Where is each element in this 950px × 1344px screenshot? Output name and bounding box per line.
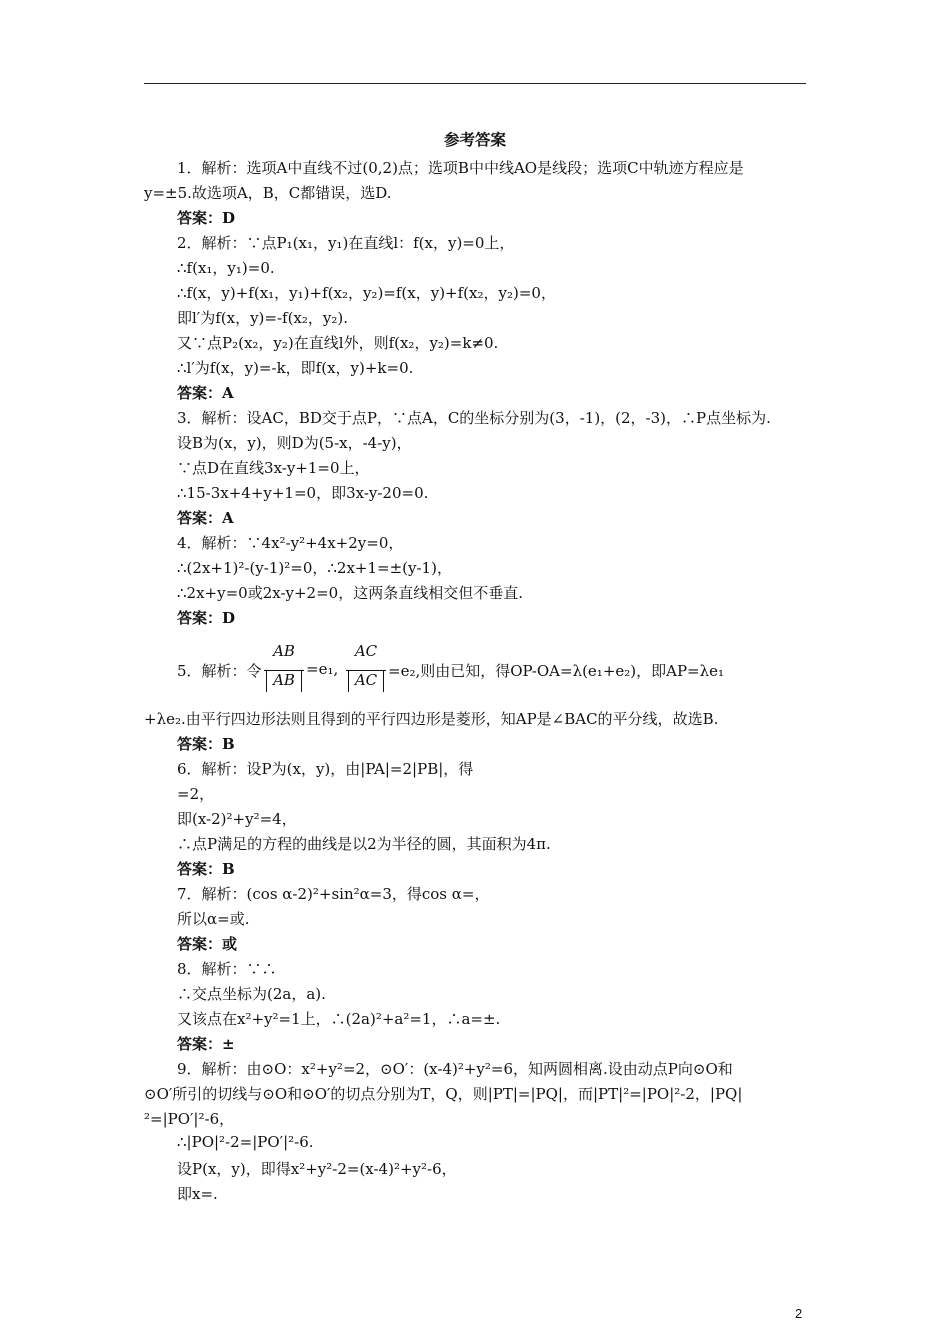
text-line: 1．解析：选项A中直线不过(0,2)点；选项B中中线AO是线段；选项C中轨迹方程应是 [177,159,744,177]
text-line: 所以α=或. [177,910,250,928]
text-line: ∵点D在直线3x-y+1=0上， [177,459,370,477]
text-line: 设P(x，y)，即得x²+y²-2=(x-4)²+y²-6， [177,1160,457,1178]
text-line: ∴|PO|²-2=|PO′|²-6. [177,1133,314,1151]
text-line: 又该点在x²+y²=1上，∴(2a)²+a²=1，∴a=±. [177,1010,501,1028]
page-number: 2 [795,1306,803,1321]
answer-line: 答案：B [177,735,235,753]
answer-line: 答案：或 [177,935,238,953]
text-line: 即x=. [177,1185,218,1203]
answer-line: 答案：D [177,609,236,627]
text-line: 即l′为f(x，y)=-f(x₂，y₂). [177,309,349,327]
fraction-ab-numerator: AB [273,642,295,660]
text-line: 又∵点P₂(x₂，y₂)在直线l外，则f(x₂，y₂)=k≠0. [177,334,499,352]
text-line: ∴f(x，y)+f(x₁，y₁)+f(x₂，y₂)=f(x，y)+f(x₂，y₂)=0， [177,284,556,302]
text-line: ∴15-3x+4+y+1=0，即3x-y-20=0. [177,484,429,502]
text-line: 6．解析：设P为(x，y)，由|PA|=2|PB|，得 [177,760,474,778]
text-line: 4．解析：∵4x²-y²+4x+2y=0， [177,534,404,552]
fraction-ac-numerator: AC [354,642,378,660]
section-title: 参考答案 [443,130,506,149]
q5-eq2: =e₂,则由已知，得OP-OA=λ(e₁+e₂)，即AP=λe₁ [388,662,725,680]
text-line: 7．解析：(cos α-2)²+sin²α=3，得cos α=， [177,885,490,903]
text-line: =2， [177,785,215,803]
fraction-ab-denominator: AB [264,670,304,689]
fraction-ac-denominator: AC [346,670,386,689]
text-line: ∴f(x₁，y₁)=0. [177,259,275,277]
answer-line: 答案：D [177,209,236,227]
answer-line: 答案：A [177,384,234,402]
text-line: ∴2x+y=0或2x-y+2=0，这两条直线相交但不垂直. [177,584,523,602]
answer-line: 答案：± [177,1035,235,1053]
text-line: y=±5.故选项A，B，C都错误，选D. [144,184,392,202]
q5-prefix: 5．解析：令 [177,662,262,680]
text-line: 9．解析：由⊙O：x²+y²=2，⊙O′：(x-4)²+y²=6，知两圆相离.设由动点P向⊙O和 [177,1060,733,1078]
text-line: 3．解析：设AC，BD交于点P，∵点A，C的坐标分别为(3，-1)，(2，-3)，∴P点坐标为. [177,409,771,427]
text-line: ⊙O′所引的切线与⊙O和⊙O′的切点分别为T，Q，则|PT|=|PQ|，而|PT|²=|PO|²-2，|PQ| [144,1085,743,1103]
text-line: +λe₂.由平行四边形法则且得到的平行四边形是菱形，知AP是∠BAC的平分线，故选B. [144,710,719,728]
text-line: 设B为(x，y)，则D为(5-x，-4-y)， [177,434,412,452]
answer-line: 答案：B [177,860,235,878]
text-line: ∴(2x+1)²-(y-1)²=0，∴2x+1=±(y-1)， [177,559,452,577]
text-line: ∴点P满足的方程的曲线是以2为半径的圆，其面积为4π. [177,835,551,853]
header-rule [144,83,806,84]
text-line: ∴l′为f(x，y)=-k，即f(x，y)+k=0. [177,359,414,377]
text-line: ²=|PO′|²-6， [144,1110,235,1128]
text-line: 即(x-2)²+y²=4， [177,810,297,828]
answer-line: 答案：A [177,509,234,527]
text-line: 8．解析：∵∴ [177,960,277,978]
text-line: ∴交点坐标为(2a，a). [177,985,326,1003]
text-line: 2．解析：∵点P₁(x₁，y₁)在直线l：f(x，y)=0上， [177,234,515,252]
q5-eq1: =e₁, [306,660,339,678]
